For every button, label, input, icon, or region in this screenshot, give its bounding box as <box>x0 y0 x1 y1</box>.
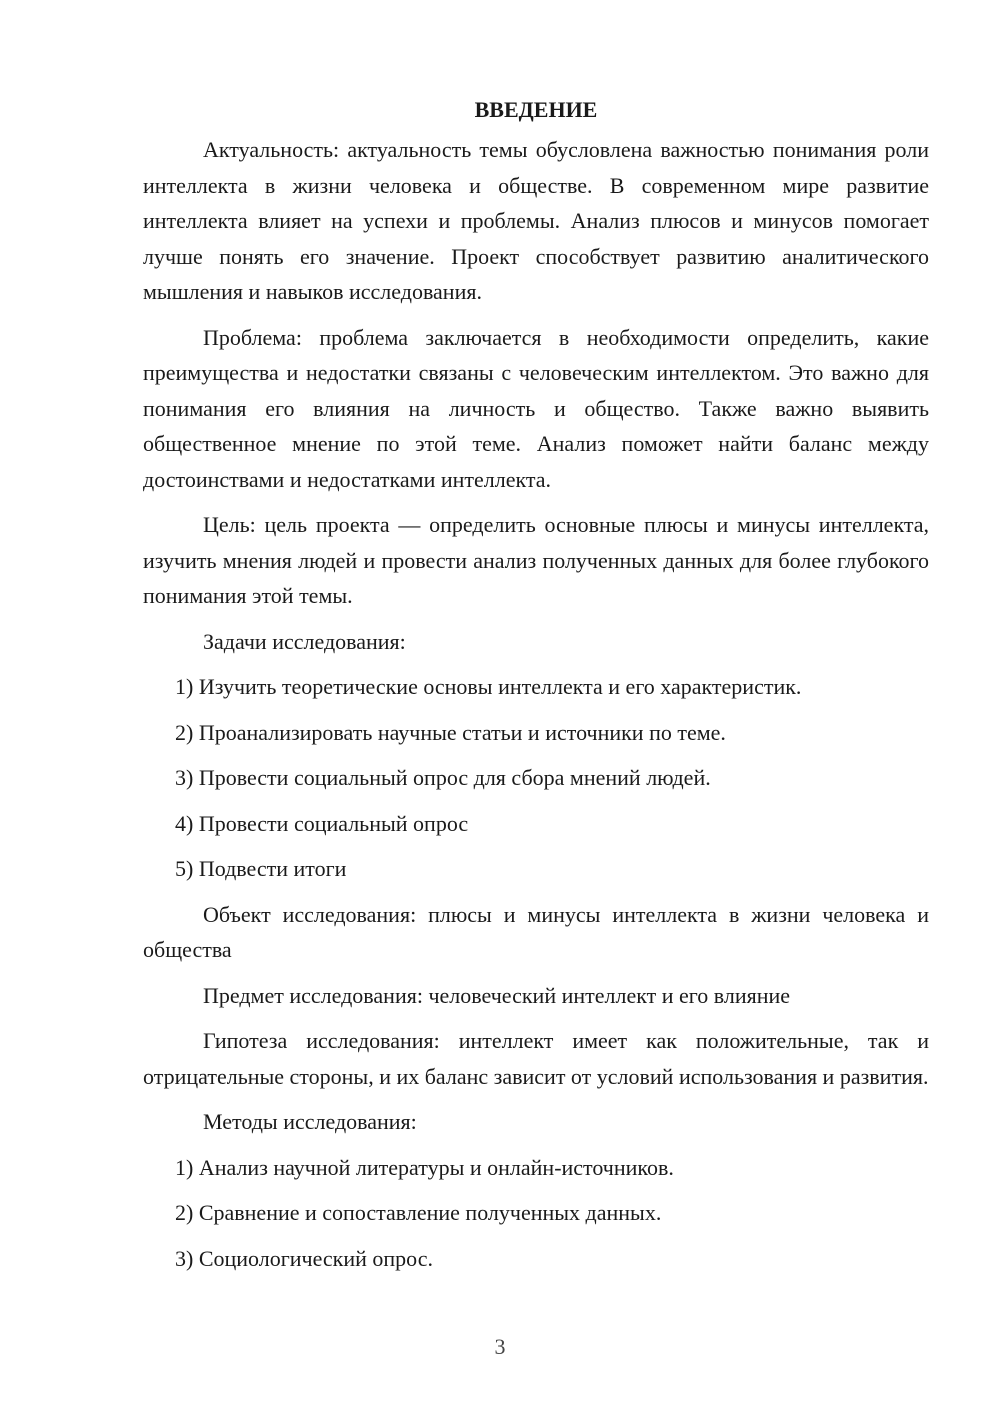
document-page <box>143 92 929 1276</box>
methods-heading: Методы исследования: <box>203 1109 417 1134</box>
task-item: 5) Подвести итоги <box>175 856 347 881</box>
task-item: 2) Проанализировать научные статьи и источники по теме. <box>175 719 726 745</box>
goal-paragraph: Цель: цель проекта — определить основные плюсы и минусы интеллекта, изучить мнения людей и провести анализ полученных данных для более глубокого понимания этой темы. <box>143 512 929 608</box>
section-title: ВВЕДЕНИЕ <box>474 97 598 122</box>
task-item: 4) Провести социальный опрос <box>175 810 469 836</box>
hypothesis-paragraph: Гипотеза исследования: интеллект имеет как положительные, так и отрицательные стороны, и их баланс зависит от условий использования и развития. <box>143 1028 929 1089</box>
subject-paragraph: Предмет исследования: человеческий интеллект и его влияние <box>203 982 791 1008</box>
method-item: 1) Анализ научной литературы и онлайн-источников. <box>175 1154 674 1180</box>
method-item: 3) Социологический опрос. <box>175 1245 433 1271</box>
tasks-heading: Задачи исследования: <box>203 628 406 654</box>
problem-paragraph: Проблема: проблема заключается в необходимости определить, какие преимущества и недостатки связаны с человеческим интеллектом. Это важно для понимания его влияния на личность и общество. Также важно выявить общественное мнение по этой теме. Анализ поможет найти баланс между достоинствами и недостатками интеллекта. <box>143 324 929 492</box>
method-item: 2) Сравнение и сопоставление полученных данных. <box>175 1200 662 1225</box>
task-item: 1) Изучить теоретические основы интеллекта и его характеристик. <box>175 674 802 699</box>
object-paragraph: Объект исследования: плюсы и минусы интеллекта в жизни человека и общества <box>143 901 929 962</box>
page-number: 3 <box>494 1334 506 1359</box>
task-item: 3) Провести социальный опрос для сбора мнений людей. <box>175 765 711 790</box>
relevance-paragraph: Актуальность: актуальность темы обусловлена важностью понимания роли интеллекта в жизни человека и обществе. В современном мире развитие интеллекта влияет на успехи и проблемы. Анализ плюсов и минусов помогает лучше понять его значение. Проект способствует развитию аналитического мышления и навыков исследования. <box>143 137 929 304</box>
